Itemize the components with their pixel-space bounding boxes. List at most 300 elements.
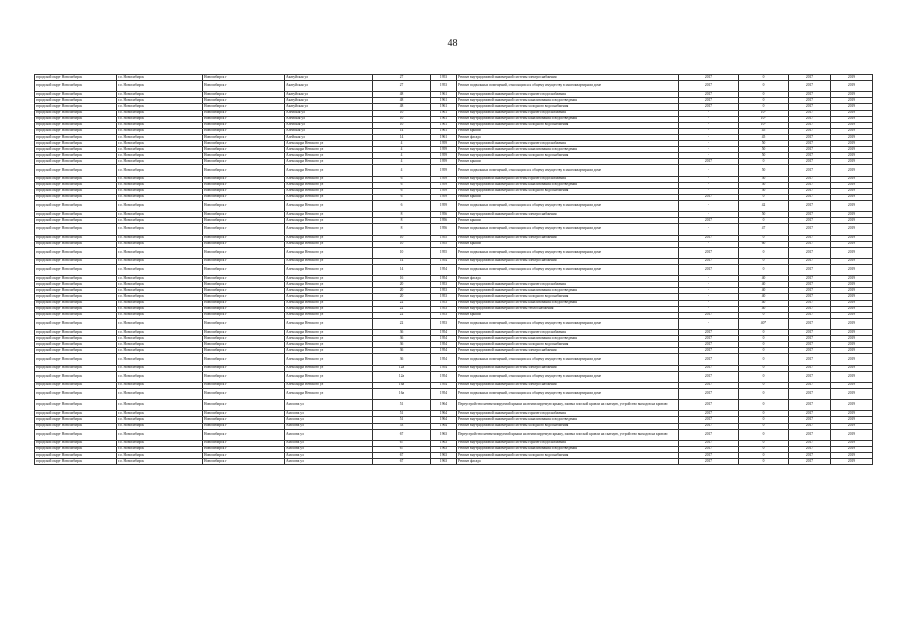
cell-settlement: Новосибирск г	[203, 134, 285, 140]
cell-house: 14	[373, 258, 431, 264]
cell-street: Александра Невского ул	[285, 165, 373, 176]
cell-period-start: 2017	[789, 330, 831, 336]
cell-plan-year: 2017	[679, 81, 739, 92]
cell-year: 1953	[431, 282, 457, 288]
cell-work-type: Ремонт внутридомовой инженерной системы горячего водоснабжения	[457, 330, 679, 336]
cell-house: 4	[373, 153, 431, 159]
cell-settlement: Новосибирск г	[203, 312, 285, 318]
cell-house: 20	[373, 294, 431, 300]
cell-period-end: 2019	[831, 247, 873, 258]
cell-plan-year: 2017	[679, 382, 739, 388]
cell-work-type: Ремонт подвальных помещений, относящихся к общему имуществу в многоквартирном доме	[457, 371, 679, 382]
cell-house: 53	[373, 423, 431, 429]
cell-municipality: городской округ Новосибирск	[35, 81, 117, 92]
cell-municipality: городской округ Новосибирск	[35, 235, 117, 241]
cell-amount: 45	[739, 134, 789, 140]
cell-year: 1959	[431, 176, 457, 182]
cell-street: Александра Невского ул	[285, 153, 373, 159]
cell-amount: 0	[739, 81, 789, 92]
cell-district: г.о. Новосибирск	[117, 241, 203, 247]
cell-year: 1963	[431, 429, 457, 440]
cell-street: Алейская ул	[285, 128, 373, 134]
table-row	[35, 354, 873, 365]
cell-period-start: 2017	[789, 282, 831, 288]
cell-year: 1961	[431, 128, 457, 134]
cell-year: 1954	[431, 336, 457, 342]
cell-plan-year: -	[679, 122, 739, 128]
cell-amount: 0	[739, 336, 789, 342]
cell-amount: 0	[739, 453, 789, 459]
cell-year: 1954	[431, 330, 457, 336]
cell-district: г.о. Новосибирск	[117, 81, 203, 92]
cell-district: г.о. Новосибирск	[117, 400, 203, 411]
cell-amount: 45	[739, 128, 789, 134]
cell-district: г.о. Новосибирск	[117, 417, 203, 423]
cell-house: 6	[373, 182, 431, 188]
cell-amount: 0	[739, 265, 789, 276]
cell-plan-year: -	[679, 188, 739, 194]
cell-house: 12а	[373, 365, 431, 371]
cell-amount: 40	[739, 300, 789, 306]
cell-amount: 0	[739, 330, 789, 336]
cell-year: 1955	[431, 247, 457, 258]
cell-work-type: Ремонт подвальных помещений, относящихся к общему имуществу в многоквартирном доме	[457, 165, 679, 176]
cell-work-type: Ремонт внутридомовой инженерной системы горячего водоснабжения	[457, 92, 679, 98]
cell-settlement: Новосибирск г	[203, 241, 285, 247]
cell-work-type: Ремонт внутридомовой инженерной системы горячего водоснабжения	[457, 141, 679, 147]
cell-settlement: Новосибирск г	[203, 176, 285, 182]
cell-period-end: 2019	[831, 241, 873, 247]
cell-district: г.о. Новосибирск	[117, 116, 203, 122]
cell-period-end: 2019	[831, 429, 873, 440]
cell-work-type: Ремонт подвальных помещений, относящихся к общему имуществу в многоквартирном доме	[457, 265, 679, 276]
cell-district: г.о. Новосибирск	[117, 348, 203, 354]
cell-plan-year: 2017	[679, 429, 739, 440]
repair-schedule-table	[34, 74, 873, 465]
cell-street: Александра Невского ул	[285, 235, 373, 241]
cell-work-type: Ремонт внутридомовой инженерной системы холодного водоснабжения	[457, 122, 679, 128]
cell-year: 1964	[431, 411, 457, 417]
cell-house: 8	[373, 212, 431, 218]
cell-district: г.о. Новосибирск	[117, 258, 203, 264]
cell-street: Амосова ул	[285, 400, 373, 411]
cell-period-start: 2017	[789, 446, 831, 452]
cell-house: 22	[373, 300, 431, 306]
cell-district: г.о. Новосибирск	[117, 342, 203, 348]
cell-work-type: Ремонт внутридомовой инженерной системы канализования и водоотведения	[457, 147, 679, 153]
cell-settlement: Новосибирск г	[203, 141, 285, 147]
cell-settlement: Новосибирск г	[203, 98, 285, 104]
cell-period-end: 2019	[831, 400, 873, 411]
cell-period-start: 2017	[789, 141, 831, 147]
cell-work-type: Ремонт внутридомовой инженерной системы электроснабжения	[457, 348, 679, 354]
cell-house: 36	[373, 342, 431, 348]
cell-settlement: Новосибирск г	[203, 200, 285, 211]
cell-amount: 0	[739, 459, 789, 465]
cell-work-type: Ремонт внутридомовой инженерной системы горячего водоснабжения	[457, 110, 679, 116]
cell-house: 10	[373, 247, 431, 258]
cell-period-end: 2019	[831, 128, 873, 134]
cell-street: Александра Невского ул	[285, 147, 373, 153]
cell-house: 10	[373, 122, 431, 128]
cell-work-type: Ремонт крыши	[457, 128, 679, 134]
cell-district: г.о. Новосибирск	[117, 411, 203, 417]
cell-municipality: городской округ Новосибирск	[35, 382, 117, 388]
cell-settlement: Новосибирск г	[203, 411, 285, 417]
cell-street: Амосова ул	[285, 417, 373, 423]
cell-municipality: городской округ Новосибирск	[35, 176, 117, 182]
cell-period-end: 2019	[831, 294, 873, 300]
cell-house: 27	[373, 75, 431, 81]
cell-period-end: 2019	[831, 98, 873, 104]
cell-work-type: Ремонт подвальных помещений, относящихся к общему имуществу в многоквартирном доме	[457, 318, 679, 329]
cell-period-start: 2017	[789, 98, 831, 104]
cell-period-start: 2017	[789, 241, 831, 247]
cell-house: 22	[373, 318, 431, 329]
cell-street: Александра Невского ул	[285, 288, 373, 294]
cell-settlement: Новосибирск г	[203, 153, 285, 159]
cell-municipality: городской округ Новосибирск	[35, 153, 117, 159]
cell-street: Алейская ул	[285, 134, 373, 140]
cell-street: Александра Невского ул	[285, 188, 373, 194]
cell-street: Амосова ул	[285, 423, 373, 429]
cell-house: 36	[373, 348, 431, 354]
cell-house: 10	[373, 110, 431, 116]
cell-settlement: Новосибирск г	[203, 300, 285, 306]
cell-plan-year: 2017	[679, 159, 739, 165]
cell-district: г.о. Новосибирск	[117, 75, 203, 81]
cell-period-start: 2017	[789, 182, 831, 188]
cell-period-end: 2019	[831, 212, 873, 218]
cell-settlement: Новосибирск г	[203, 423, 285, 429]
cell-municipality: городской округ Новосибирск	[35, 388, 117, 399]
cell-house: 14	[373, 128, 431, 134]
cell-amount: 0	[739, 104, 789, 110]
cell-house: 51	[373, 411, 431, 417]
cell-settlement: Новосибирск г	[203, 429, 285, 440]
table-row	[35, 200, 873, 211]
cell-district: г.о. Новосибирск	[117, 92, 203, 98]
cell-district: г.о. Новосибирск	[117, 330, 203, 336]
cell-year: 1959	[431, 182, 457, 188]
cell-district: г.о. Новосибирск	[117, 141, 203, 147]
cell-period-end: 2019	[831, 81, 873, 92]
cell-municipality: городской округ Новосибирск	[35, 276, 117, 282]
cell-house: 16	[373, 276, 431, 282]
cell-street: Амосова ул	[285, 453, 373, 459]
table-row	[35, 459, 873, 465]
cell-district: г.о. Новосибирск	[117, 354, 203, 365]
cell-amount: 10*	[739, 110, 789, 116]
cell-period-start: 2017	[789, 265, 831, 276]
cell-district: г.о. Новосибирск	[117, 288, 203, 294]
cell-work-type: Ремонт внутридомовой инженерной системы канализования и водоотведения	[457, 336, 679, 342]
cell-municipality: городской округ Новосибирск	[35, 241, 117, 247]
cell-street: Александра Невского ул	[285, 265, 373, 276]
cell-street: Алейская ул	[285, 116, 373, 122]
cell-amount: 0	[739, 312, 789, 318]
cell-street: Александра Невского ул	[285, 312, 373, 318]
cell-district: г.о. Новосибирск	[117, 459, 203, 465]
cell-year: 1961	[431, 104, 457, 110]
cell-street: Александра Невского ул	[285, 330, 373, 336]
cell-period-end: 2019	[831, 423, 873, 429]
cell-period-start: 2017	[789, 429, 831, 440]
cell-amount: 0	[739, 92, 789, 98]
cell-period-end: 2019	[831, 141, 873, 147]
cell-year: 1963	[431, 453, 457, 459]
cell-period-end: 2019	[831, 265, 873, 276]
cell-plan-year: 2017	[679, 312, 739, 318]
cell-plan-year: 2017	[679, 417, 739, 423]
cell-period-end: 2019	[831, 365, 873, 371]
cell-settlement: Новосибирск г	[203, 400, 285, 411]
cell-municipality: городской округ Новосибирск	[35, 336, 117, 342]
cell-year: 1954	[431, 365, 457, 371]
table-row	[35, 247, 873, 258]
cell-work-type: Ремонт крыши	[457, 241, 679, 247]
cell-amount: 47	[739, 224, 789, 235]
cell-plan-year: -	[679, 134, 739, 140]
cell-municipality: городской округ Новосибирск	[35, 147, 117, 153]
cell-amount: 0	[739, 258, 789, 264]
cell-period-end: 2019	[831, 446, 873, 452]
cell-period-end: 2019	[831, 182, 873, 188]
cell-year: 1956	[431, 224, 457, 235]
cell-plan-year: -	[679, 147, 739, 153]
cell-year: 1953	[431, 288, 457, 294]
cell-settlement: Новосибирск г	[203, 276, 285, 282]
cell-year: 1961	[431, 122, 457, 128]
cell-street: Александра Невского ул	[285, 348, 373, 354]
cell-municipality: городской округ Новосибирск	[35, 98, 117, 104]
cell-municipality: городской округ Новосибирск	[35, 258, 117, 264]
cell-plan-year: 2017	[679, 453, 739, 459]
cell-district: г.о. Новосибирск	[117, 218, 203, 224]
cell-settlement: Новосибирск г	[203, 330, 285, 336]
cell-plan-year: 2017	[679, 440, 739, 446]
cell-district: г.о. Новосибирск	[117, 318, 203, 329]
cell-period-start: 2017	[789, 388, 831, 399]
cell-period-end: 2019	[831, 165, 873, 176]
cell-work-type: Ремонт крыши	[457, 218, 679, 224]
cell-work-type: Ремонт внутридомовой инженерной системы холодного водоснабжения	[457, 423, 679, 429]
cell-street: Амосова ул	[285, 440, 373, 446]
cell-municipality: городской округ Новосибирск	[35, 423, 117, 429]
cell-house: 12а	[373, 371, 431, 382]
cell-municipality: городской округ Новосибирск	[35, 348, 117, 354]
cell-district: г.о. Новосибирск	[117, 312, 203, 318]
cell-house: 27	[373, 81, 431, 92]
cell-house: 6	[373, 194, 431, 200]
cell-period-end: 2019	[831, 318, 873, 329]
cell-amount: 0	[739, 235, 789, 241]
cell-plan-year: 2017	[679, 354, 739, 365]
cell-municipality: городской округ Новосибирск	[35, 400, 117, 411]
cell-settlement: Новосибирск г	[203, 336, 285, 342]
cell-house: 14	[373, 265, 431, 276]
cell-work-type: Ремонт внутридомовой инженерной системы холодного водоснабжения	[457, 188, 679, 194]
cell-year: 1954	[431, 388, 457, 399]
cell-plan-year: 2017	[679, 235, 739, 241]
cell-amount: 0	[739, 348, 789, 354]
cell-work-type: Ремонт внутридомовой инженерной системы холодного водоснабжения	[457, 294, 679, 300]
cell-street: Александра Невского ул	[285, 382, 373, 388]
cell-work-type: Ремонт подвальных помещений, относящихся к общему имуществу в многоквартирном доме	[457, 81, 679, 92]
cell-house: 8	[373, 224, 431, 235]
cell-plan-year: -	[679, 318, 739, 329]
cell-plan-year: 2017	[679, 98, 739, 104]
cell-street: Александра Невского ул	[285, 354, 373, 365]
cell-year: 1961	[431, 110, 457, 116]
cell-plan-year: -	[679, 300, 739, 306]
cell-district: г.о. Новосибирск	[117, 235, 203, 241]
cell-house: 48	[373, 98, 431, 104]
cell-plan-year: 2017	[679, 388, 739, 399]
cell-municipality: городской округ Новосибирск	[35, 165, 117, 176]
cell-period-start: 2017	[789, 276, 831, 282]
cell-period-end: 2019	[831, 440, 873, 446]
cell-settlement: Новосибирск г	[203, 382, 285, 388]
cell-plan-year: -	[679, 182, 739, 188]
cell-district: г.о. Новосибирск	[117, 212, 203, 218]
cell-work-type: Ремонт внутридомовой инженерной системы канализования и водоотведения	[457, 300, 679, 306]
cell-amount: 0	[739, 365, 789, 371]
cell-settlement: Новосибирск г	[203, 459, 285, 465]
cell-year: 1961	[431, 92, 457, 98]
cell-amount: 50	[739, 176, 789, 182]
cell-work-type: Ремонт подвальных помещений, относящихся к общему имуществу в многоквартирном доме	[457, 388, 679, 399]
cell-district: г.о. Новосибирск	[117, 176, 203, 182]
cell-municipality: городской округ Новосибирск	[35, 330, 117, 336]
cell-amount: 40	[739, 276, 789, 282]
cell-settlement: Новосибирск г	[203, 92, 285, 98]
cell-work-type: Ремонт внутридомовой инженерной системы электроснабжения	[457, 365, 679, 371]
cell-year: 1955	[431, 235, 457, 241]
cell-house: 10	[373, 241, 431, 247]
cell-house: 48	[373, 92, 431, 98]
cell-municipality: городской округ Новосибирск	[35, 122, 117, 128]
cell-work-type: Ремонт внутридомовой инженерной системы холодного водоснабжения	[457, 104, 679, 110]
cell-settlement: Новосибирск г	[203, 235, 285, 241]
cell-work-type: Ремонт внутридомовой инженерной системы холодного водоснабжения	[457, 153, 679, 159]
cell-year: 1954	[431, 382, 457, 388]
cell-district: г.о. Новосибирск	[117, 98, 203, 104]
cell-year: 1961	[431, 116, 457, 122]
cell-district: г.о. Новосибирск	[117, 440, 203, 446]
cell-municipality: городской округ Новосибирск	[35, 194, 117, 200]
cell-municipality: городской округ Новосибирск	[35, 312, 117, 318]
cell-amount: 10*	[739, 116, 789, 122]
cell-period-start: 2017	[789, 194, 831, 200]
cell-period-start: 2017	[789, 354, 831, 365]
cell-plan-year: -	[679, 116, 739, 122]
cell-amount: 0	[739, 194, 789, 200]
cell-municipality: городской округ Новосибирск	[35, 459, 117, 465]
cell-street: Акатуйская ул	[285, 75, 373, 81]
cell-year: 1953	[431, 294, 457, 300]
cell-municipality: городской округ Новосибирск	[35, 446, 117, 452]
cell-work-type: Ремонт внутридомовой инженерной системы канализования и водоотведения	[457, 417, 679, 423]
cell-municipality: городской округ Новосибирск	[35, 92, 117, 98]
cell-period-end: 2019	[831, 92, 873, 98]
cell-plan-year: 2017	[679, 423, 739, 429]
cell-district: г.о. Новосибирск	[117, 200, 203, 211]
cell-work-type: Ремонт внутридомовой инженерной системы канализования и водоотведения	[457, 182, 679, 188]
cell-house: 4	[373, 159, 431, 165]
cell-period-end: 2019	[831, 122, 873, 128]
cell-settlement: Новосибирск г	[203, 218, 285, 224]
cell-house: 4	[373, 141, 431, 147]
cell-district: г.о. Новосибирск	[117, 282, 203, 288]
cell-year: 1959	[431, 141, 457, 147]
cell-period-end: 2019	[831, 153, 873, 159]
cell-period-start: 2017	[789, 440, 831, 446]
cell-municipality: городской округ Новосибирск	[35, 104, 117, 110]
table-row	[35, 165, 873, 176]
cell-district: г.о. Новосибирск	[117, 147, 203, 153]
cell-year: 1953	[431, 312, 457, 318]
cell-district: г.о. Новосибирск	[117, 453, 203, 459]
cell-plan-year: 2017	[679, 218, 739, 224]
cell-house: 67	[373, 440, 431, 446]
table-row	[35, 318, 873, 329]
cell-year: 1954	[431, 258, 457, 264]
cell-year: 1954	[431, 265, 457, 276]
cell-period-start: 2017	[789, 153, 831, 159]
cell-period-end: 2019	[831, 336, 873, 342]
cell-house: 14	[373, 134, 431, 140]
cell-period-start: 2017	[789, 371, 831, 382]
cell-amount: 0	[739, 159, 789, 165]
cell-house: 67	[373, 453, 431, 459]
cell-work-type: Ремонт внутридомовой инженерной системы канализования и водоотведения	[457, 288, 679, 294]
cell-street: Александра Невского ул	[285, 365, 373, 371]
cell-settlement: Новосибирск г	[203, 104, 285, 110]
cell-plan-year: -	[679, 224, 739, 235]
cell-settlement: Новосибирск г	[203, 258, 285, 264]
cell-period-end: 2019	[831, 224, 873, 235]
cell-municipality: городской округ Новосибирск	[35, 294, 117, 300]
cell-house: 4	[373, 147, 431, 153]
cell-street: Александра Невского ул	[285, 194, 373, 200]
cell-settlement: Новосибирск г	[203, 294, 285, 300]
cell-municipality: городской округ Новосибирск	[35, 212, 117, 218]
cell-period-end: 2019	[831, 258, 873, 264]
cell-year: 1959	[431, 194, 457, 200]
cell-amount: 0	[739, 98, 789, 104]
cell-plan-year: -	[679, 165, 739, 176]
table-row	[35, 265, 873, 276]
cell-municipality: городской округ Новосибирск	[35, 134, 117, 140]
cell-settlement: Новосибирск г	[203, 110, 285, 116]
cell-plan-year: 2017	[679, 75, 739, 81]
cell-period-start: 2017	[789, 212, 831, 218]
cell-period-start: 2017	[789, 294, 831, 300]
cell-municipality: городской округ Новосибирск	[35, 182, 117, 188]
cell-period-end: 2019	[831, 300, 873, 306]
cell-year: 1963	[431, 440, 457, 446]
cell-plan-year: -	[679, 306, 739, 312]
cell-municipality: городской округ Новосибирск	[35, 265, 117, 276]
cell-settlement: Новосибирск г	[203, 354, 285, 365]
table-row	[35, 429, 873, 440]
cell-settlement: Новосибирск г	[203, 318, 285, 329]
cell-year: 1963	[431, 459, 457, 465]
cell-period-end: 2019	[831, 459, 873, 465]
cell-municipality: городской округ Новосибирск	[35, 371, 117, 382]
cell-year: 1955	[431, 241, 457, 247]
